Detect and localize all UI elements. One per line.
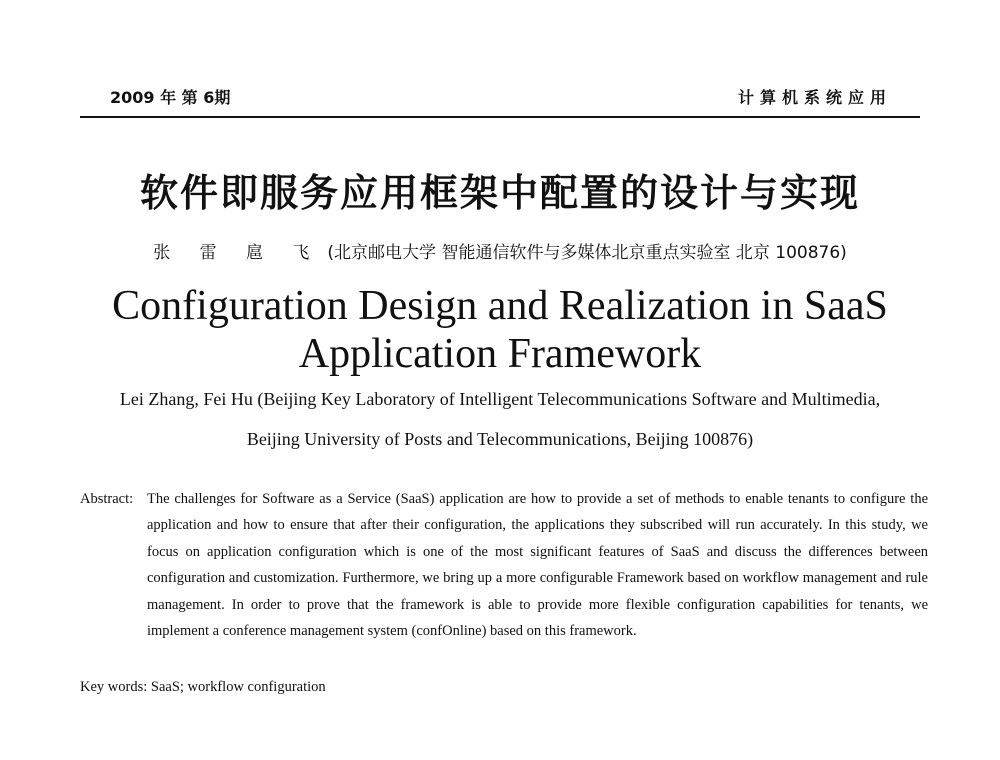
abstract-text: The challenges for Software as a Service (SaaS) application are how to provide a set of methods to enable tenants to configure the application and how to ensure that after their configuration, the applications they subscribed will run accurately. In this study, we focus on application configuration which is one of the most significant features of SaaS and discuss the differences between configuration and customization. Furthermore, we bring up a more configurable Framework based on workflow management and rule management. In order to prove that the framework is able to provide more flexible configuration capabilities for tenants, we implement a conference management system (confOnline) based on this framework. xyxy=(147,491,928,640)
chinese-author-names: 张 雷 扈 飞 xyxy=(153,243,322,263)
chinese-affiliation: (北京邮电大学 智能通信软件与多媒体北京重点实验室 北京 100876) xyxy=(327,243,847,263)
running-header xyxy=(110,84,892,108)
keywords-text: SaaS; workflow configuration xyxy=(150,679,326,695)
english-title-line-2: Application Framework xyxy=(298,331,702,377)
header-rule xyxy=(80,116,920,118)
english-title-line-1: Configuration Design and Realization in SaaS xyxy=(112,283,888,329)
english-affiliation: Beijing University of Posts and Telecommunications, Beijing 100876) xyxy=(246,429,754,449)
issue-label: 2009 年 第 6期 xyxy=(110,87,231,107)
english-authors: Lei Zhang, Fei Hu (Beijing Key Laboratory of Intelligent Telecommunications Software and Multimedia, xyxy=(119,389,881,409)
abstract-label: Abstract: xyxy=(80,491,134,507)
chinese-title: 软件即服务应用框架中配置的设计与实现 xyxy=(139,171,860,215)
english-title xyxy=(0,282,1000,378)
keywords xyxy=(80,676,928,698)
journal-name: 计算机系统应用 xyxy=(737,87,892,107)
chinese-authors xyxy=(0,238,1000,263)
keywords-label: Key words: xyxy=(80,679,148,695)
abstract xyxy=(80,486,928,644)
